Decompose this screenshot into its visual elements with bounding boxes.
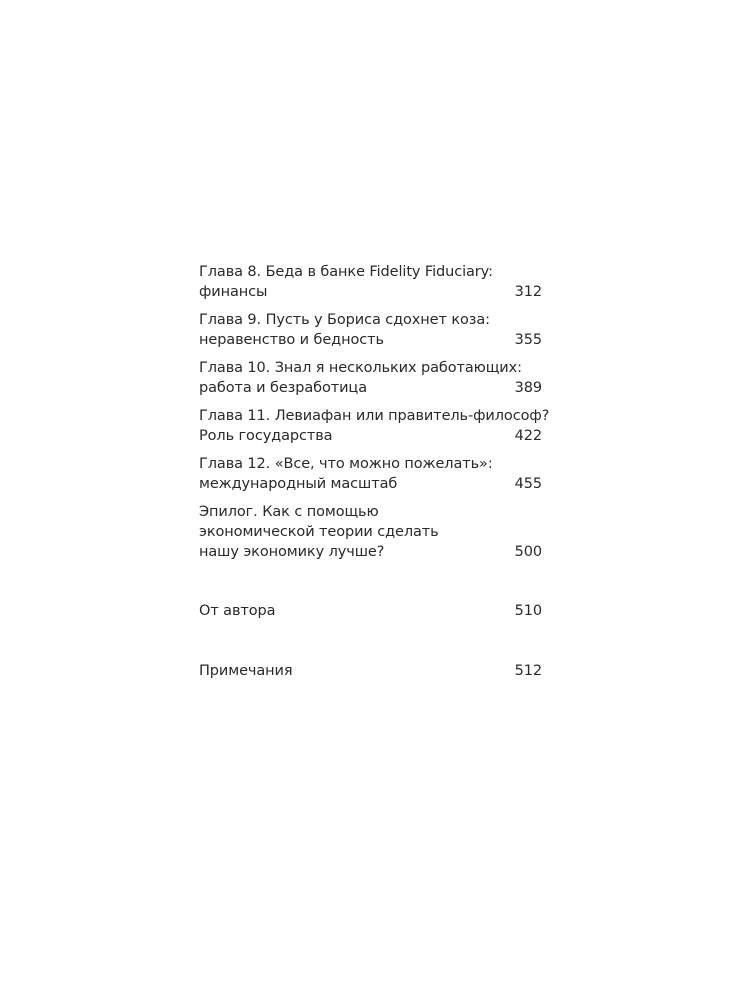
toc-entry-title-line: Глава 12. «Все, что можно пожелать»: — [199, 456, 493, 472]
toc-page-number: 355 — [514, 332, 542, 348]
toc-page-number: 312 — [514, 284, 542, 300]
toc-page-number: 500 — [514, 544, 542, 560]
toc-entry-chapter-9[interactable] — [199, 310, 542, 350]
toc-entry-chapter-11[interactable] — [199, 406, 550, 446]
toc-entry-title-line: Глава 8. Беда в банке Fidelity Fiduciary: — [199, 264, 493, 280]
toc-entry-chapter-12[interactable] — [199, 454, 542, 494]
toc-entry-title-line: Глава 11. Левиафан или правитель-философ? — [199, 408, 550, 424]
toc-entry-title-line: От автора — [199, 603, 276, 619]
toc-entry-title-line: Глава 10. Знал я нескольких работающих: — [199, 360, 522, 376]
toc-entry-chapter-8[interactable] — [199, 262, 542, 302]
toc-page-number: 512 — [514, 663, 542, 679]
toc-entry-title-line: экономической теории сделать — [199, 524, 439, 540]
toc-page-number: 422 — [514, 428, 542, 444]
toc-entry-title-line: неравенство и бедность — [199, 332, 384, 348]
section-spacer — [199, 621, 542, 661]
toc-entry-title-line: Роль государства — [199, 428, 333, 444]
toc-entry-title-line: международный масштаб — [199, 476, 398, 492]
toc-page-number: 510 — [514, 603, 542, 619]
section-spacer — [199, 562, 542, 601]
chapter-list — [199, 262, 550, 562]
toc-entry-title-line: финансы — [199, 284, 268, 300]
toc-entry-author-note[interactable] — [199, 601, 542, 621]
toc-page-number: 389 — [514, 380, 542, 396]
table-of-contents — [199, 262, 550, 681]
toc-entry-epilogue[interactable] — [199, 502, 542, 562]
toc-entry-title-line: работа и безработица — [199, 380, 367, 396]
toc-entry-notes[interactable] — [199, 661, 542, 681]
toc-entry-title-line: Глава 9. Пусть у Бориса сдохнет коза: — [199, 312, 490, 328]
toc-entry-title-line: Эпилог. Как с помощью — [199, 504, 379, 520]
toc-entry-title-line: Примечания — [199, 663, 293, 679]
toc-page-number: 455 — [514, 476, 542, 492]
toc-entry-title-line: нашу экономику лучше? — [199, 544, 385, 560]
toc-entry-chapter-10[interactable] — [199, 358, 542, 398]
